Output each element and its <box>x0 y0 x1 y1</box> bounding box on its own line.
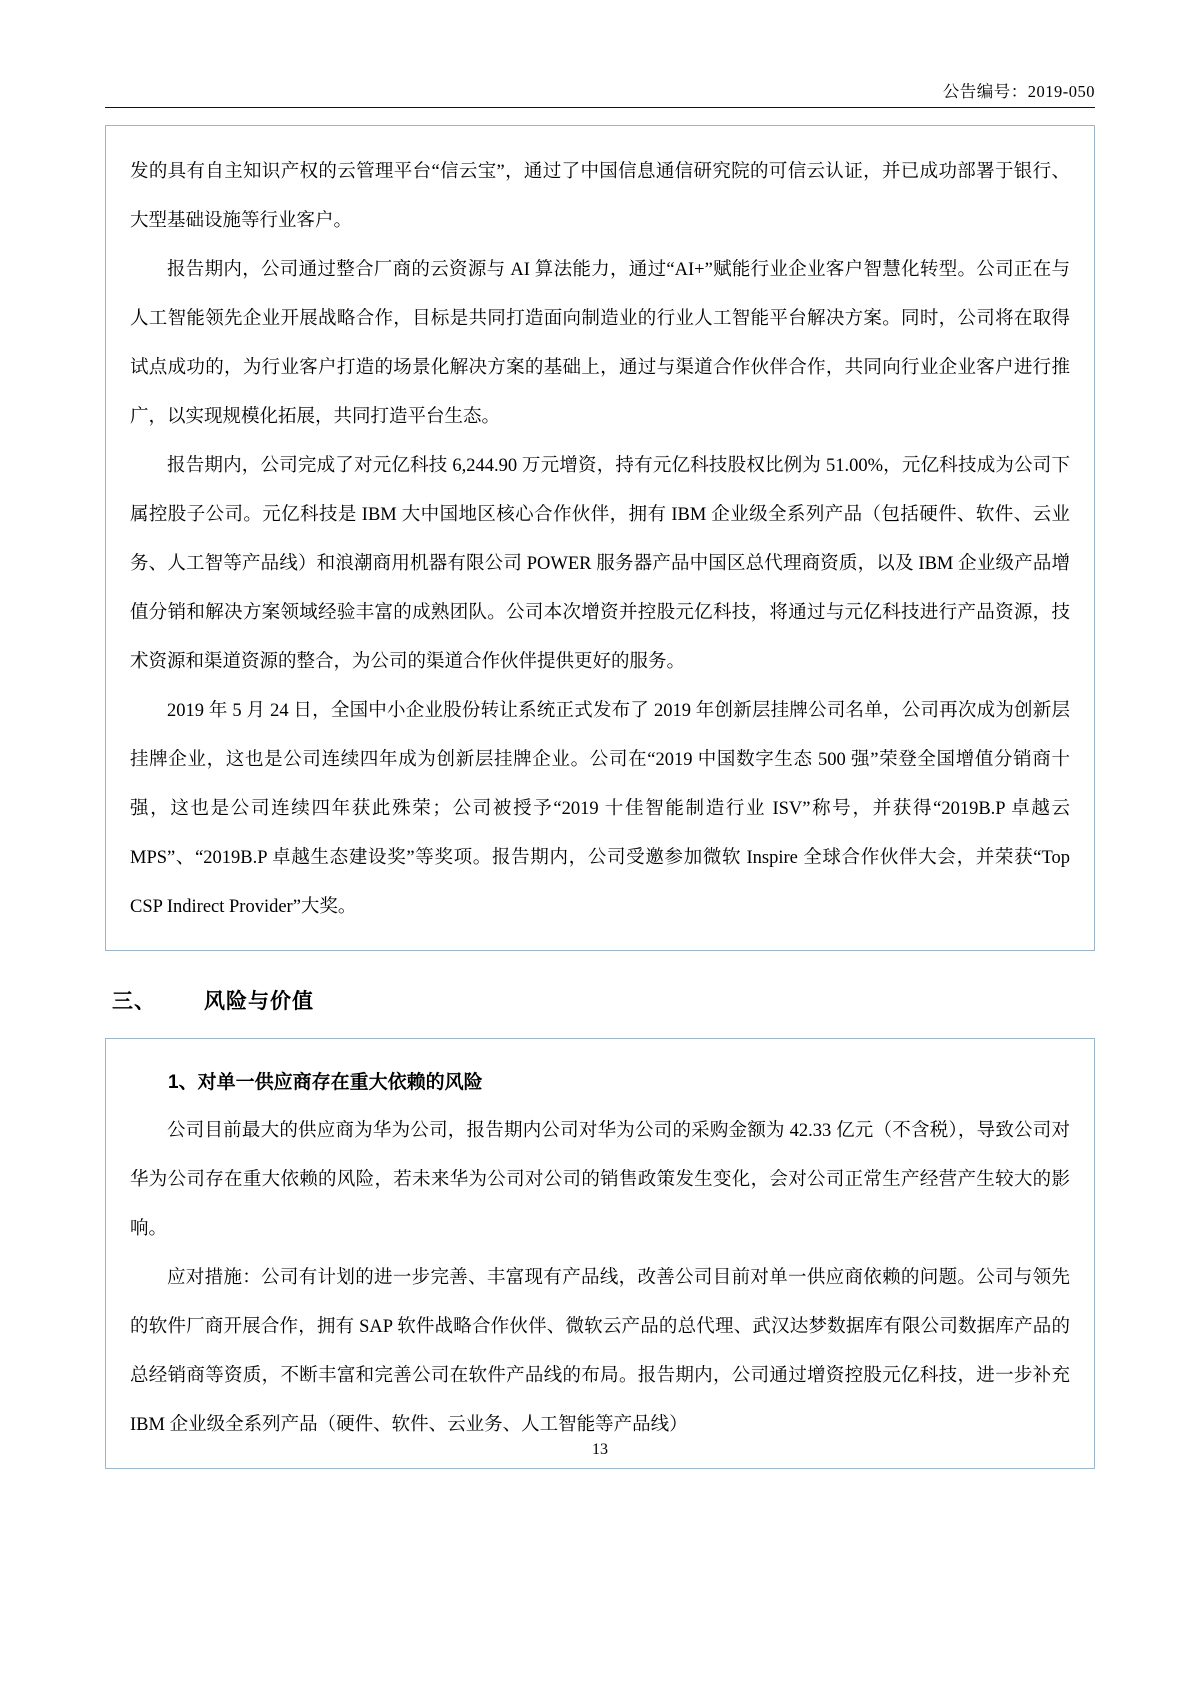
paragraph: 报告期内，公司完成了对元亿科技 6,244.90 万元增资，持有元亿科技股权比例为 51.00%，元亿科技成为公司下属控股子公司。元亿科技是 IBM 大中国地区核心合作伙伴，拥有 IBM 企业级全系列产品（包括硬件、软件、云业务、人工智等产品线）和浪潮商用机器有限公司 POWER 服务器产品中国区总代理商资质，以及 IBM 企业级产品增值分销和解决方案领域经验丰富的成熟团队。公司本次增资并控股元亿科技，将通过与元亿科技进行产品资源，技术资源和渠道资源的整合，为公司的渠道合作伙伴提供更好的服务。 <box>130 456 1070 672</box>
content-block-business-review <box>105 125 1095 951</box>
section-heading <box>112 985 314 1015</box>
page-number: 13 <box>592 1441 608 1458</box>
subsection-heading: 1、对单一供应商存在重大依赖的风险 <box>168 1072 483 1093</box>
content-block-risk-and-value <box>105 1038 1095 1469</box>
paragraph: 发的具有自主知识产权的云管理平台“信云宝”，通过了中国信息通信研究院的可信云认证，并已成功部署于银行、大型基础设施等行业客户。 <box>130 162 1070 231</box>
paragraph: 应对措施：公司有计划的进一步完善、丰富现有产品线，改善公司目前对单一供应商依赖的问题。公司与领先的软件厂商开展合作，拥有 SAP 软件战略合作伙伴、微软云产品的总代理、武汉达梦数据库有限公司数据库产品的总经销商等资质，不断丰富和完善公司在软件产品线的布局。报告期内，公司通过增资控股元亿科技，进一步补充 IBM 企业级全系列产品（硬件、软件、云业务、人工智能等产品线） <box>130 1268 1070 1435</box>
paragraph: 2019 年 5 月 24 日，全国中小企业股份转让系统正式发布了 2019 年创新层挂牌公司名单，公司再次成为创新层挂牌企业，这也是公司连续四年成为创新层挂牌企业。公司在“2019 中国数字生态 500 强”荣登全国增值分销商十强，这也是公司连续四年获此殊荣；公司被授予“2019 十佳智能制造行业 ISV”称号，并获得“2019B.P 卓越云 MPS”、“2019B.P 卓越生态建设奖”等奖项。报告期内，公司受邀参加微软 Inspire 全球合作伙伴大会，并荣获“Top CSP Indirect Provider”大奖。 <box>130 701 1070 917</box>
paragraph: 报告期内，公司通过整合厂商的云资源与 AI 算法能力，通过“AI+”赋能行业企业客户智慧化转型。公司正在与人工智能领先企业开展战略合作，目标是共同打造面向制造业的行业人工智能平台解决方案。同时，公司将在取得试点成功的，为行业客户打造的场景化解决方案的基础上，通过与渠道合作伙伴合作，共同向行业企业客户进行推广，以实现规模化拓展，共同打造平台生态。 <box>130 260 1070 427</box>
header-divider <box>105 107 1095 108</box>
section-number: 三、 <box>112 990 156 1013</box>
section-title: 风险与价值 <box>204 990 314 1013</box>
paragraph: 公司目前最大的供应商为华为公司，报告期内公司对华为公司的采购金额为 42.33 亿元（不含税），导致公司对华为公司存在重大依赖的风险，若未来华为公司对公司的销售政策发生变化，会对公司正常生产经营产生较大的影响。 <box>130 1121 1070 1239</box>
document-header-notice-number: 公告编号：2019-050 <box>942 82 1095 101</box>
